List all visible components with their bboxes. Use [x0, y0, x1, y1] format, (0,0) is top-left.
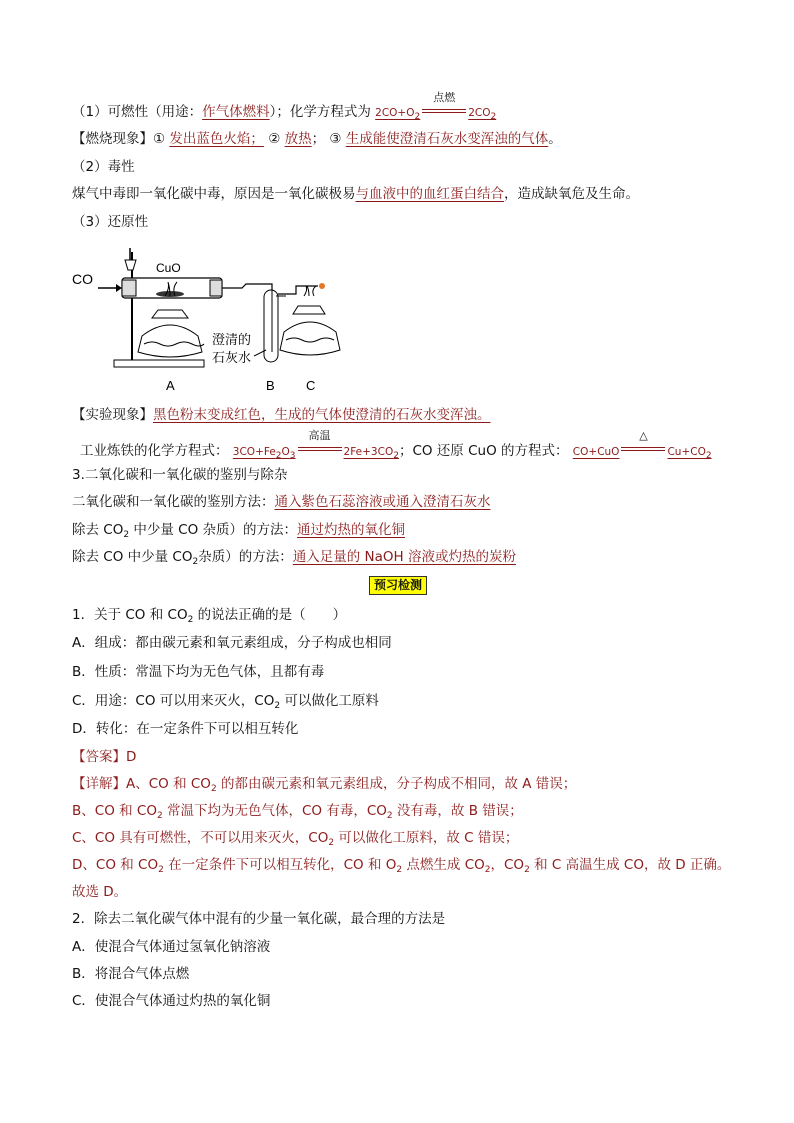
q1-detail-5: 故选 D。 — [72, 884, 128, 900]
identification-method — [72, 492, 491, 512]
eq-cuo-right — [667, 446, 712, 461]
sub: 2 — [484, 865, 491, 875]
sub: 2 — [386, 811, 393, 821]
eq-bar — [621, 447, 665, 451]
q1-detail-3 — [72, 828, 518, 853]
answer: 放热 — [284, 131, 312, 147]
t: D、CO 和 CO — [72, 857, 159, 873]
stopper-left — [122, 280, 136, 296]
experiment-phenomenon — [72, 405, 491, 425]
t: B、CO 和 CO — [72, 803, 157, 819]
t: 点燃生成 CO — [402, 857, 485, 873]
sub: 2 — [123, 530, 130, 540]
q1-detail-2 — [72, 801, 523, 826]
text: （1）可燃性（用途： — [72, 104, 203, 120]
stopper-right — [210, 280, 222, 296]
text: 的说法正确的是（ ） — [193, 607, 347, 623]
text: 煤气中毒即一氧化碳中毒，原因是一氧化碳极易 — [72, 186, 356, 202]
text: ② — [263, 131, 285, 147]
text: ，造成缺氧危及生命。 — [504, 186, 639, 202]
text: 。 — [548, 131, 562, 147]
sub: 3 — [289, 451, 296, 461]
sub: 2 — [328, 838, 335, 848]
t: 和 C 高温生成 CO，故 D 正确。 — [529, 857, 731, 873]
preview-check-badge: 预习检测 — [369, 576, 427, 595]
toxicity-text — [72, 184, 639, 204]
q2-option-c: C．使混合气体通过灼热的氧化铜 — [72, 993, 271, 1009]
sub: 2 — [192, 557, 199, 567]
limewater-label-2: 石灰水 — [212, 350, 252, 365]
sub: 2 — [187, 615, 194, 625]
eq-bar — [298, 447, 342, 451]
ironmaking-equation-line — [80, 429, 712, 466]
t: 没有毒，故 B 错误； — [392, 803, 523, 819]
q1-detail-1 — [72, 774, 576, 799]
q1-option-a: A．组成：都由碳元素和氧元素组成，分子构成也相同 — [72, 635, 392, 651]
answer: 通入足量的 NaOH 溶液或灼热的炭粉 — [292, 549, 516, 565]
eq-right — [468, 107, 497, 122]
t: Cu+CO — [667, 446, 706, 458]
answer: 通过灼热的氧化铜 — [297, 522, 406, 538]
sub: 2 — [210, 784, 217, 794]
t: O — [281, 446, 290, 458]
t: 【详解】A、CO 和 CO — [72, 776, 211, 792]
t: 3CO+Fe — [232, 446, 276, 458]
eq-iron-right — [343, 446, 399, 461]
text: ）；化学方程式为 — [269, 104, 371, 120]
t: 常温下均为无色气体，CO 有毒，CO — [162, 803, 387, 819]
text: 【实验现象】 — [72, 407, 153, 423]
text: 中少量 CO 杂质）的方法： — [129, 522, 298, 538]
text: 【答案】 — [72, 749, 126, 765]
text: 【燃烧现象】① — [72, 131, 170, 147]
eq-condition: 高温 — [308, 429, 331, 442]
q2-stem: 2．除去二氧化碳气体中混有的少量一氧化碳，最合理的方法是 — [72, 911, 446, 927]
answer: 与血液中的血红蛋白结合 — [355, 186, 504, 202]
remove-co2-method — [72, 547, 516, 572]
answer-value: D — [126, 749, 137, 765]
text: ； ③ — [311, 131, 346, 147]
t: 可以做化工原料，故 C 错误； — [334, 830, 519, 846]
toxicity-heading: （2）毒性 — [72, 159, 135, 175]
text: 除去 CO — [72, 522, 124, 538]
outlet-tube — [222, 284, 272, 290]
eq-cuo-arrow — [621, 429, 665, 461]
co-label: CO — [72, 271, 93, 287]
flame-c — [304, 286, 316, 296]
eq-right-text: 2CO — [468, 107, 491, 119]
eq-left-text: 2CO+O — [375, 107, 415, 119]
tube-to-c — [278, 286, 318, 294]
answer: 生成能使澄清石灰水变浑浊的气体 — [345, 131, 549, 147]
sub: 2 — [275, 451, 282, 461]
eq-condition: 点燃 — [433, 91, 456, 104]
answer: 通入紫色石蕊溶液或通入澄清石灰水 — [274, 494, 491, 510]
sub: 2 — [705, 451, 712, 461]
answer: 黑色粉末变成红色，生成的气体使澄清的石灰水变浑浊。 — [153, 407, 491, 423]
q1-option-b: B．性质：常温下均为无色气体，且都有毒 — [72, 664, 325, 680]
cuo-label: CuO — [156, 261, 181, 275]
answer: 发出蓝色火焰； — [169, 131, 264, 147]
clamp — [125, 260, 136, 270]
eq-cuo-left: CO+CuO — [572, 446, 620, 458]
label-c: C — [306, 378, 316, 393]
eq-bar — [422, 109, 466, 113]
sub: 2 — [524, 865, 530, 875]
flame-tip — [319, 283, 325, 289]
combustibility-line — [72, 91, 497, 127]
q1-stem — [72, 605, 346, 630]
q2-option-a: A．使混合气体通过氢氧化钠溶液 — [72, 939, 271, 955]
burner-a-cap — [152, 310, 188, 318]
text: 杂质）的方法： — [198, 549, 293, 565]
label-b: B — [266, 378, 275, 393]
q1-option-c — [72, 691, 379, 716]
burner-c-cap — [293, 306, 325, 314]
t: C、CO 具有可燃性，不可以用来灭火，CO — [72, 830, 329, 846]
eq-left — [375, 107, 421, 122]
text: 除去 CO 中少量 CO — [72, 549, 193, 565]
sub: 2 — [156, 811, 163, 821]
remove-co-method — [72, 520, 405, 545]
eq-iron-left — [232, 446, 296, 461]
eq-arrow — [422, 91, 466, 123]
t: 在一定条件下可以相互转化，CO 和 O — [163, 857, 397, 873]
reduction-heading: （3）还原性 — [72, 214, 149, 230]
sub: 2 — [414, 112, 421, 122]
label-a: A — [166, 378, 175, 393]
co-reduction-apparatus-diagram — [70, 240, 370, 400]
text: 二氧化碳和一氧化碳的鉴别方法： — [72, 494, 275, 510]
burner-a-body — [138, 325, 202, 357]
section-3-heading: 3.二氧化碳和一氧化碳的鉴别与除杂 — [72, 467, 288, 483]
combustion-phenomenon — [72, 129, 562, 149]
text: 可以做化工原料 — [280, 693, 379, 709]
t: ，CO — [490, 857, 525, 873]
text: 1．关于 CO 和 CO — [72, 607, 188, 623]
limewater-label-1: 澄清的 — [212, 332, 252, 347]
q1-option-d: D．转化：在一定条件下可以相互转化 — [72, 721, 299, 737]
sub: 2 — [393, 451, 399, 461]
answer-use: 作气体燃料 — [202, 104, 270, 120]
sub: 2 — [396, 865, 403, 875]
inlet-arrowhead — [116, 284, 122, 292]
text: 工业炼铁的化学方程式： — [80, 443, 229, 459]
sub: 2 — [274, 701, 281, 711]
equation-co-combustion — [375, 91, 497, 122]
eq-iron-arrow — [298, 429, 342, 461]
q1-detail-4 — [72, 855, 730, 880]
sub: 2 — [490, 112, 497, 122]
text: C．用途：CO 可以用来灭火，CO — [72, 693, 275, 709]
stand-base — [114, 360, 204, 367]
test-tube-b — [264, 290, 278, 362]
eq-condition: △ — [639, 429, 648, 442]
q1-answer — [72, 747, 136, 767]
t: 2Fe+3CO — [343, 446, 394, 458]
q2-option-b: B．将混合气体点燃 — [72, 966, 190, 982]
t: 的都由碳元素和氧元素组成，分子构成不相同，故 A 错误； — [216, 776, 577, 792]
text: ；CO 还原 CuO 的方程式： — [398, 443, 569, 459]
sub: 2 — [158, 865, 164, 875]
